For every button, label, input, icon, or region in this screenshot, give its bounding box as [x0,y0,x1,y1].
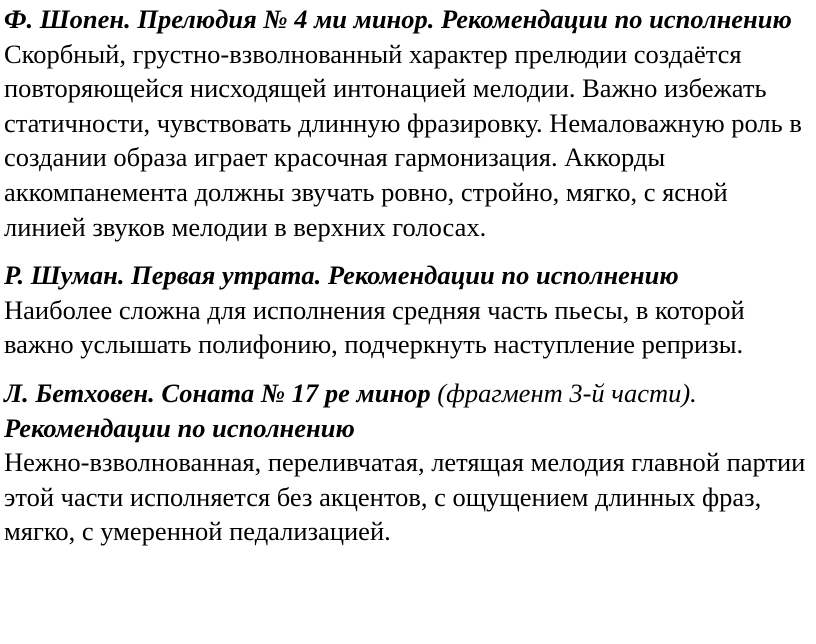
section-title: Л. Бетховен. Соната № 17 ре минор [4,377,431,408]
section-note: (фрагмент 3-й части). [437,377,697,408]
section-body: Скорбный, грустно-взволнованный характер прелюдии создаётся повторяющейся нисходящей интонацией мелодии. Важно избежать статичности, чувствовать длинную фразировку. Немаловажную роль в создании образа играет красочная гармонизация. Аккорды аккомпанемента должны звучать ровно, стройно, мягко, с ясной линией звуков мелодии в верхних голосах. [4,38,802,242]
section-heading [4,376,812,445]
section-subtitle: Рекомендации по исполнению [4,412,355,443]
section-title: Ф. Шопен. Прелюдия № 4 ми минор. Рекомендации по исполнению [4,4,792,34]
section-beethoven [4,376,812,549]
section-body: Нежно-взволнованная, переливчатая, летящая мелодия главной партии этой части исполняется без акцентов, с ощущением длинных фраз, мягко, с умеренной педализацией. [4,447,806,547]
section-title: Р. Шуман. Первая утрата. Рекомендации по исполнению [4,260,679,291]
section-chopin [4,0,812,244]
section-schumann [4,258,812,362]
section-body: Наиболее сложна для исполнения средняя часть пьесы, в которой важно услышать полифонию, подчеркнуть наступление репризы. [4,294,745,360]
